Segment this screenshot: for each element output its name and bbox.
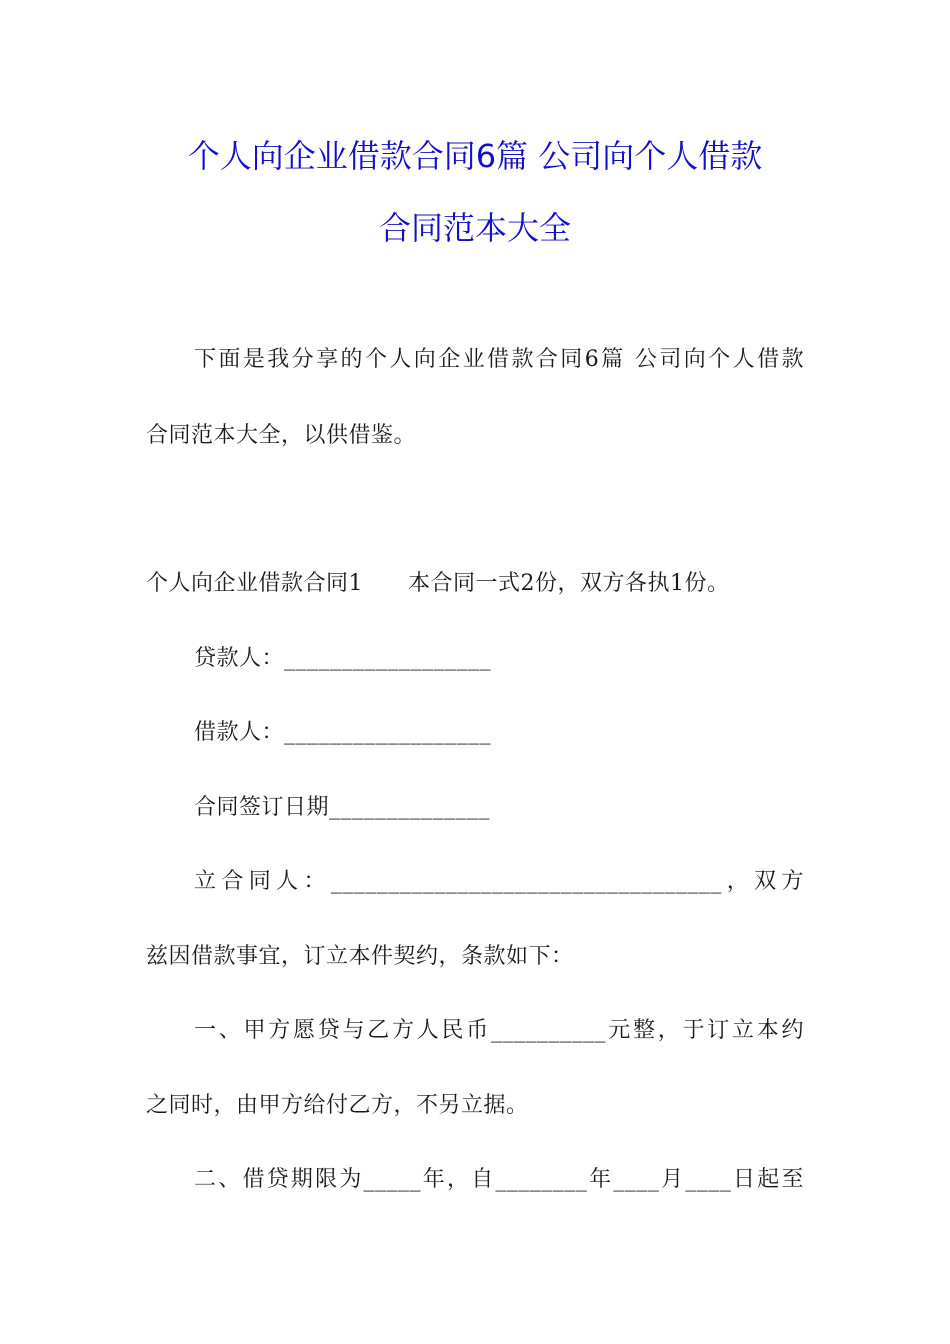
clause-1-line-2: 之同时，由甲方给付乙方，不另立据。 xyxy=(146,1093,529,1118)
sign-date-field: 合同签订日期______________ xyxy=(194,795,491,820)
lender-field: 贷款人：__________________ xyxy=(194,646,492,671)
clause-1-line-1: 一、甲方愿贷与乙方人民币__________元整，于订立本约 xyxy=(194,1018,804,1043)
parties-line-1: 立合同人：__________________________________，双方 xyxy=(194,869,804,894)
contract-heading: 个人向企业借款合同1 本合同一式2份，双方各执1份。 xyxy=(146,571,730,596)
parties-line-2: 兹因借款事宜，订立本件契约，条款如下： xyxy=(146,944,574,969)
intro-line-1: 下面是我分享的个人向企业借款合同6篇 公司向个人借款 xyxy=(194,347,804,372)
clause-2-line-1: 二、借贷期限为_____年，自________年____月____日起至 xyxy=(194,1167,804,1192)
document-title-line-2: 合同范本大全 xyxy=(378,209,571,247)
document-title-line-1: 个人向企业借款合同6篇 公司向个人借款 xyxy=(187,137,763,175)
intro-line-2: 合同范本大全，以供借鉴。 xyxy=(146,423,417,448)
borrower-field: 借款人：__________________ xyxy=(194,720,492,745)
